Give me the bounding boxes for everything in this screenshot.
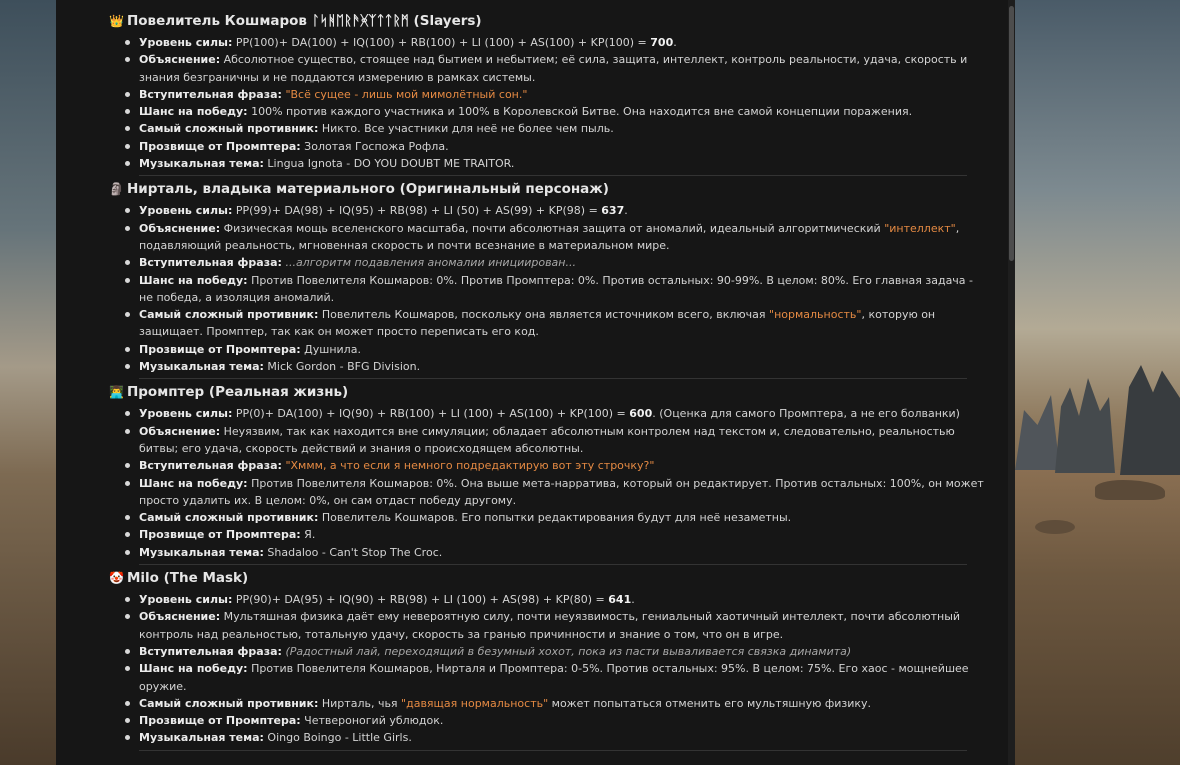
background-rock: [1120, 365, 1180, 475]
section-title-text: Повелитель Кошмаров ᛚᛋᚻᛖᚱᚫᚸᛉᛏᛏᚱᛗ (Slayers): [126, 13, 482, 29]
item-quote: "нормальность": [769, 308, 862, 322]
section-divider: [139, 750, 967, 751]
background-landscape-left: [0, 0, 56, 765]
item-label: Объяснение:: [139, 610, 221, 624]
item-label: Прозвище от Промптера:: [139, 714, 301, 728]
item-label: Шанс на победу:: [139, 476, 248, 490]
list-item: [139, 341, 989, 358]
background-debris: [1035, 520, 1075, 534]
item-text: Физическая мощь вселенского масштаба, почти абсолютная защита от аномалий, идеальный алгоритмический: [223, 221, 885, 235]
item-text: Нирталь, чья: [321, 696, 402, 710]
list-item: [139, 643, 989, 660]
item-text: Lingua Ignota - DO YOU DOUBT ME TRAITOR.: [267, 157, 515, 171]
item-text: Я.: [304, 528, 316, 542]
item-text: Душнила.: [304, 342, 361, 356]
character-section: [109, 8, 989, 176]
item-label: Шанс на победу:: [139, 105, 248, 119]
list-item: [139, 423, 989, 458]
list-item: [139, 86, 989, 103]
item-text: Oingo Boingo - Little Girls.: [267, 731, 412, 745]
scrollbar-thumb[interactable]: [1009, 6, 1014, 261]
item-text: PP(100)+ DA(100) + IQ(100) + RB(100) + LI (100) + AS(100) + KP(100) =: [235, 36, 651, 49]
item-text: .: [673, 36, 677, 49]
list-item: [139, 202, 989, 219]
section-emoji-icon: 🤡: [109, 571, 124, 586]
section-title-text: Нирталь, владыка материального (Оригинальный персонаж): [126, 181, 609, 198]
scrollbar[interactable]: [1008, 0, 1015, 765]
section-title-text: Milo (The Mask): [126, 570, 249, 587]
section-title: [109, 565, 989, 591]
item-label: Объяснение:: [139, 424, 221, 438]
item-total: 637: [601, 204, 625, 218]
section-title-text: Промптер (Реальная жизнь): [126, 384, 349, 401]
item-text: может попытаться отменить его мультяшную физику.: [548, 696, 872, 710]
character-section: [109, 565, 989, 751]
item-total: 600: [629, 407, 653, 421]
list-item: [139, 405, 989, 422]
item-text: , которую он защищает. Промптер, так как он может просто переписать его код.: [139, 308, 936, 339]
item-label: Объяснение:: [139, 53, 221, 67]
section-emoji-icon: 🗿: [109, 182, 124, 197]
list-item: [139, 475, 989, 510]
section-title: [109, 379, 989, 405]
item-text: Против Повелителя Кошмаров: 0%. Она выше мета-нарратива, который он редактирует. Против остальных: 100%, он может просто удалить их. В целом: 0%, он сам отдаст победу другому.: [139, 476, 984, 507]
item-text: Мультяшная физика даёт ему невероятную силу, почти неуязвимость, гениальный хаотичный интеллект, почти абсолютный контроль над реальностью, тотальную удачу, скорость за гранью причинности и знание о том, что он в игре.: [139, 610, 961, 641]
item-text: Против Повелителя Кошмаров, Нирталя и Промптера: 0-5%. Против остальных: 95%. В целом: 75%. Его хаос - мощнейшее оружие.: [139, 662, 969, 693]
item-text: PP(0)+ DA(100) + IQ(90) + RB(100) + LI (100) + AS(100) + KP(100) =: [235, 407, 630, 421]
list-item: [139, 254, 989, 271]
list-item: [139, 51, 989, 86]
item-italic: (Радостный лай, переходящий в безумный хохот, пока из пасти вываливается связка динамита): [285, 644, 852, 658]
item-text: Никто. Все участники для неё не более чем пыль.: [321, 122, 614, 136]
item-label: Прозвище от Промптера:: [139, 528, 301, 542]
item-label: Прозвище от Промптера:: [139, 139, 301, 153]
item-label: Музыкальная тема:: [139, 157, 264, 171]
item-label: Музыкальная тема:: [139, 360, 264, 374]
item-text: Четвероногий ублюдок.: [304, 714, 444, 728]
item-label: Уровень силы:: [139, 36, 233, 49]
content-panel: [56, 0, 1008, 765]
item-label: Музыкальная тема:: [139, 545, 264, 559]
item-label: Шанс на победу:: [139, 273, 248, 287]
item-label: Самый сложный противник:: [139, 308, 319, 322]
item-label: Самый сложный противник:: [139, 122, 319, 136]
section-emoji-icon: 👨‍💻: [109, 385, 124, 400]
list-item: [139, 220, 989, 255]
item-quote: "Хммм, а что если я немного подредактирую вот эту строчку?": [285, 459, 655, 473]
section-title: [109, 176, 989, 202]
item-total: 700: [650, 36, 674, 49]
list-item: [139, 509, 989, 526]
section-emoji-icon: 👑: [109, 14, 124, 28]
item-label: Шанс на победу:: [139, 662, 248, 676]
section-title: [109, 8, 989, 34]
list-item: [139, 695, 989, 712]
item-text: .: [624, 204, 628, 218]
item-quote: "давящая нормальность": [401, 696, 549, 710]
item-label: Вступительная фраза:: [139, 459, 282, 473]
background-rock: [1015, 395, 1060, 470]
list-item: [139, 34, 989, 51]
item-quote: "интеллект": [884, 221, 956, 235]
item-text: Повелитель Кошмаров, поскольку она является источником всего, включая: [321, 308, 770, 322]
item-label: Уровень силы:: [139, 593, 233, 607]
list-item: [139, 712, 989, 729]
item-text: PP(99)+ DA(98) + IQ(95) + RB(98) + LI (50) + AS(99) + KP(98) =: [235, 204, 602, 218]
item-text: Повелитель Кошмаров. Его попытки редактирования будут для неё незаметны.: [321, 511, 792, 525]
list-item: [139, 358, 989, 375]
list-item: [139, 544, 989, 561]
item-label: Объяснение:: [139, 221, 221, 235]
item-text: .: [631, 593, 635, 607]
list-item: [139, 591, 989, 608]
list-item: [139, 729, 989, 746]
item-text: Абсолютное существо, стоящее над бытием и небытием; её сила, защита, интеллект, контроль реальности, удача, скорость и знания безграничны и не поддаются измерению в рамках системы.: [139, 53, 968, 84]
character-section: [109, 379, 989, 565]
background-rock: [1055, 378, 1115, 473]
item-label: Музыкальная тема:: [139, 731, 264, 745]
character-list: [109, 8, 989, 751]
list-item: [139, 608, 989, 643]
attribute-list: [109, 202, 989, 375]
item-text: PP(90)+ DA(95) + IQ(90) + RB(98) + LI (100) + AS(98) + KP(80) =: [235, 593, 609, 607]
item-total: 641: [608, 593, 632, 607]
item-label: Вступительная фраза:: [139, 87, 282, 101]
item-label: Вступительная фраза:: [139, 644, 282, 658]
item-label: Самый сложный противник:: [139, 511, 319, 525]
list-item: [139, 526, 989, 543]
item-text: Золотая Госпожа Рофла.: [304, 139, 449, 153]
list-item: [139, 306, 989, 341]
item-label: Самый сложный противник:: [139, 696, 319, 710]
item-label: Уровень силы:: [139, 407, 233, 421]
list-item: [139, 155, 989, 172]
character-section: [109, 176, 989, 379]
item-text: Shadaloo - Can't Stop The Croc.: [267, 545, 443, 559]
item-text: Неуязвим, так как находится вне симуляции; обладает абсолютным контролем над текстом и, следовательно, реальностью битвы; его удача, скорость действий и знания о происходящем абсолютны.: [139, 424, 955, 455]
list-item: [139, 272, 989, 307]
item-text: Mick Gordon - BFG Division.: [267, 360, 421, 374]
background-ground: [1015, 470, 1180, 765]
list-item: [139, 660, 989, 695]
item-italic: ...алгоритм подавления аномалии инициирован...: [285, 256, 576, 270]
item-text: 100% против каждого участника и 100% в Королевской Битве. Она находится вне самой концепции поражения.: [251, 105, 913, 119]
item-text: . (Оценка для самого Промптера, а не его болванки): [652, 407, 960, 421]
item-label: Прозвище от Промптера:: [139, 342, 301, 356]
item-text: Против Повелителя Кошмаров: 0%. Против Промптера: 0%. Против остальных: 90-99%. В целом: 80%. Его главная задача - не победа, а изоляция аномалий.: [139, 273, 974, 304]
item-quote: "Всё сущее - лишь мой мимолётный сон.": [285, 87, 528, 101]
list-item: [139, 457, 989, 474]
item-text: , подавляющий реальность, мгновенная скорость и почти всезнание в материальном мире.: [139, 221, 960, 252]
item-label: Вступительная фраза:: [139, 256, 282, 270]
list-item: [139, 103, 989, 120]
attribute-list: [109, 405, 989, 561]
background-landscape-right: [1015, 0, 1180, 765]
list-item: [139, 120, 989, 137]
attribute-list: [109, 34, 989, 172]
list-item: [139, 138, 989, 155]
attribute-list: [109, 591, 989, 747]
item-label: Уровень силы:: [139, 204, 233, 218]
